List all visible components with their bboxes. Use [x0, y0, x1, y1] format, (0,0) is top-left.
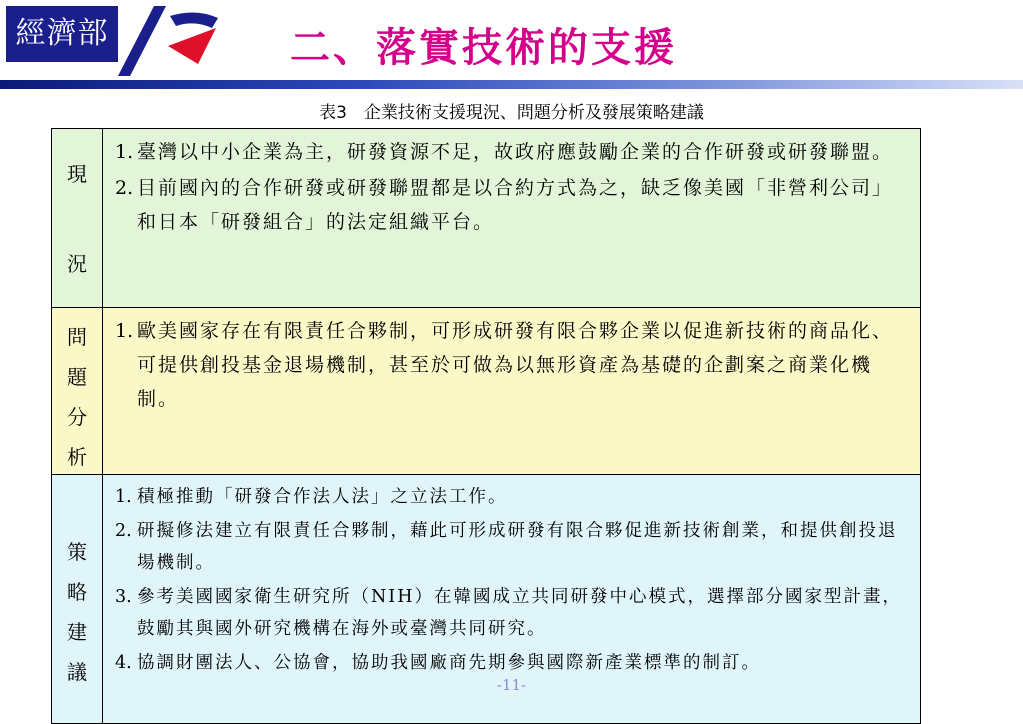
list-item-text: 歐美國家存在有限責任合夥制，可形成研發有限合夥企業以促進新技術的商品化、可提供創投基金退場機制，甚至於可做為以無形資產為基礎的企劃案之商業化機制。 [137, 320, 894, 410]
strategy-table [51, 128, 921, 724]
list-item-text: 積極推動「研發合作法人法」之立法工作。 [137, 487, 508, 507]
list-item [115, 171, 912, 239]
list-item [115, 647, 912, 679]
row-content-current-status [103, 129, 921, 308]
row-content-problem-analysis [103, 308, 921, 475]
list-item [115, 515, 912, 579]
table-caption: 表3 企業技術支援現況、問題分析及發展策略建議 [319, 103, 704, 123]
list-item-number: 4. [115, 653, 132, 673]
row-label-char: 題 [67, 365, 87, 389]
row-label-char: 分 [67, 405, 87, 429]
header-divider [0, 80, 1023, 89]
row-label-problem-analysis [52, 308, 103, 475]
list-item-number: 1. [115, 141, 134, 163]
row-label-char: 略 [67, 580, 87, 604]
row-label-char: 問 [67, 325, 87, 349]
list-item-text: 目前國內的合作研發或研發聯盟都是以合約方式為之，缺乏像美國「非營利公司」和日本「研發組合」的法定組織平台。 [137, 177, 894, 233]
row-label-char: 況 [67, 252, 87, 276]
list-item-text: 協調財團法人、公協會，協助我國廠商先期參與國際新產業標準的制訂。 [137, 653, 761, 673]
list-item [115, 481, 912, 513]
ministry-emblem-icon [118, 6, 228, 76]
list-item [115, 314, 912, 416]
list-item-number: 1. [115, 487, 132, 507]
row-label-char: 策 [67, 540, 87, 564]
list-item-number: 2. [115, 521, 132, 541]
list-item-number: 3. [115, 587, 132, 607]
list-item-number: 1. [115, 320, 134, 342]
row-label-current-status [52, 129, 103, 308]
ministry-logo: 經濟部 [6, 6, 118, 62]
row-label-char: 建 [67, 620, 87, 644]
list-item [115, 135, 912, 169]
page-title: 二、落實技術的支援 [290, 24, 677, 71]
list-item-number: 2. [115, 177, 134, 199]
row-label-char: 析 [67, 445, 87, 469]
page-number: -11- [496, 676, 527, 694]
row-label-char: 議 [67, 660, 87, 684]
list-item-text: 參考美國國家衛生研究所（NIH）在韓國成立共同研發中心模式，選擇部分國家型計畫，鼓勵其與國外研究機構在海外或臺灣共同研究。 [137, 587, 902, 639]
table-row-problem-analysis [52, 308, 921, 475]
table-row-current-status [52, 129, 921, 308]
list-item-text: 臺灣以中小企業為主，研發資源不足，故政府應鼓勵企業的合作研發或研發聯盟。 [137, 141, 894, 163]
list-item [115, 581, 912, 645]
list-item-text: 研擬修法建立有限責任合夥制，藉此可形成研發有限合夥促進新技術創業，和提供創投退場機制。 [137, 521, 898, 573]
row-label-char: 現 [67, 162, 87, 186]
